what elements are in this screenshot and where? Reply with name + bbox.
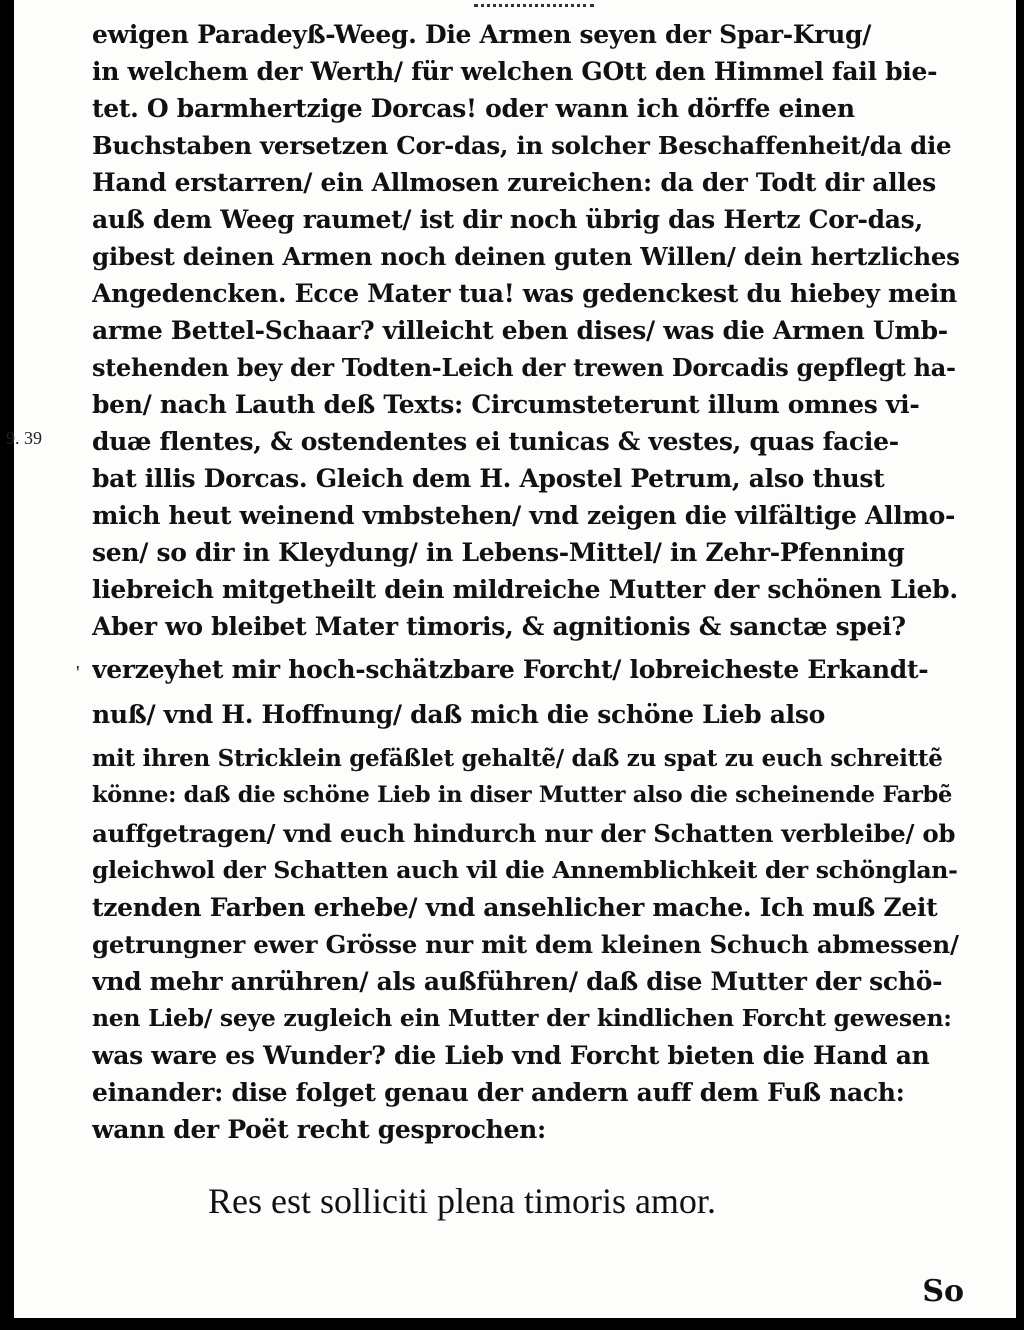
text-line: mit ihren Stricklein gefäßlet gehaltẽ/ daß zu spat zu euch schreittẽ [92,745,943,772]
text-line: tet. O barmhertzige Dorcas! oder wann ich dörffe einen [92,94,855,123]
text-line: mich heut weinend vmbstehen/ vnd zeigen die vilfältige Allmo- [92,501,956,530]
text-line: nen Lieb/ seye zugleich ein Mutter der kindlichen Forcht gewesen: [92,1004,952,1032]
text-line: ben/ nach Lauth deß Texts: Circumsteterunt illum omnes vi- [92,390,920,419]
text-line: gibest deinen Armen noch deinen guten Willen/ dein hertzliches [92,242,960,271]
text-line: duæ flentes, & ostendentes ei tunicas & vestes, quas facie- [92,427,899,456]
text-line: liebreich mitgetheilt dein mildreiche Mutter der schönen Lieb. [92,575,958,604]
margin-reference: 9. 39 [6,428,42,448]
text-line: nuß/ vnd H. Hoffnung/ daß mich die schöne Lieb also [92,700,826,729]
text-line: vnd mehr anrühren/ als außführen/ daß dise Mutter der schö- [92,967,943,996]
margin-tick-mark: ' [76,662,80,684]
text-line: getrungner ewer Grösse nur mit dem kleinen Schuch abmessen/ [92,930,959,959]
text-line: ewigen Paradeyß-Weeg. Die Armen seyen der Spar-Krug/ [92,20,872,49]
text-line: stehenden bey der Todten-Leich der trewen Dorcadis gepflegt ha- [92,353,956,382]
text-line: einander: dise folget genau der andern auff dem Fuß nach: [92,1078,905,1107]
text-line: sen/ so dir in Kleydung/ in Lebens-Mittel/ in Zehr-Pfenning [92,538,905,567]
text-line: in welchem der Werth/ für welchen GOtt den Himmel fail bie- [92,57,938,86]
cropped-heading-fragment [474,0,594,7]
text-line: Hand erstarren/ ein Allmosen zureichen: da der Todt dir alles [92,168,936,197]
text-line: arme Bettel-Schaar? villeicht eben dises/ was die Armen Umb- [92,316,948,345]
latin-quotation: Res est solliciti plena timoris amor. [208,1181,716,1221]
text-line: auffgetragen/ vnd euch hindurch nur der Schatten verbleibe/ ob [92,819,956,848]
catchword: So [922,1274,964,1309]
text-line: könne: daß die schöne Lieb in diser Mutter also die scheinende Farbẽ [92,782,953,808]
text-line: was ware es Wunder? die Lieb vnd Forcht bieten die Hand an [92,1041,930,1070]
text-line: verzeyhet mir hoch-schätzbare Forcht/ lobreicheste Erkandt- [92,655,929,684]
text-line: Angedencken. Ecce Mater tua! was gedenckest du hiebey mein [92,279,957,308]
text-line: tzenden Farben erhebe/ vnd ansehlicher mache. Ich muß Zeit [92,893,938,922]
text-line: auß dem Weeg raumet/ ist dir noch übrig das Hertz Cor-das, [92,205,923,234]
text-line: gleichwol der Schatten auch vil die Annemblichkeit der schönglan- [92,856,958,884]
text-line: Aber wo bleibet Mater timoris, & agnitionis & sanctæ spei? [92,612,906,641]
text-line: bat illis Dorcas. Gleich dem H. Apostel Petrum, also thust [92,464,885,493]
text-line: Buchstaben versetzen Cor-das, in solcher Beschaffenheit/da die [92,131,952,160]
text-line: wann der Poët recht gesprochen: [92,1115,546,1144]
